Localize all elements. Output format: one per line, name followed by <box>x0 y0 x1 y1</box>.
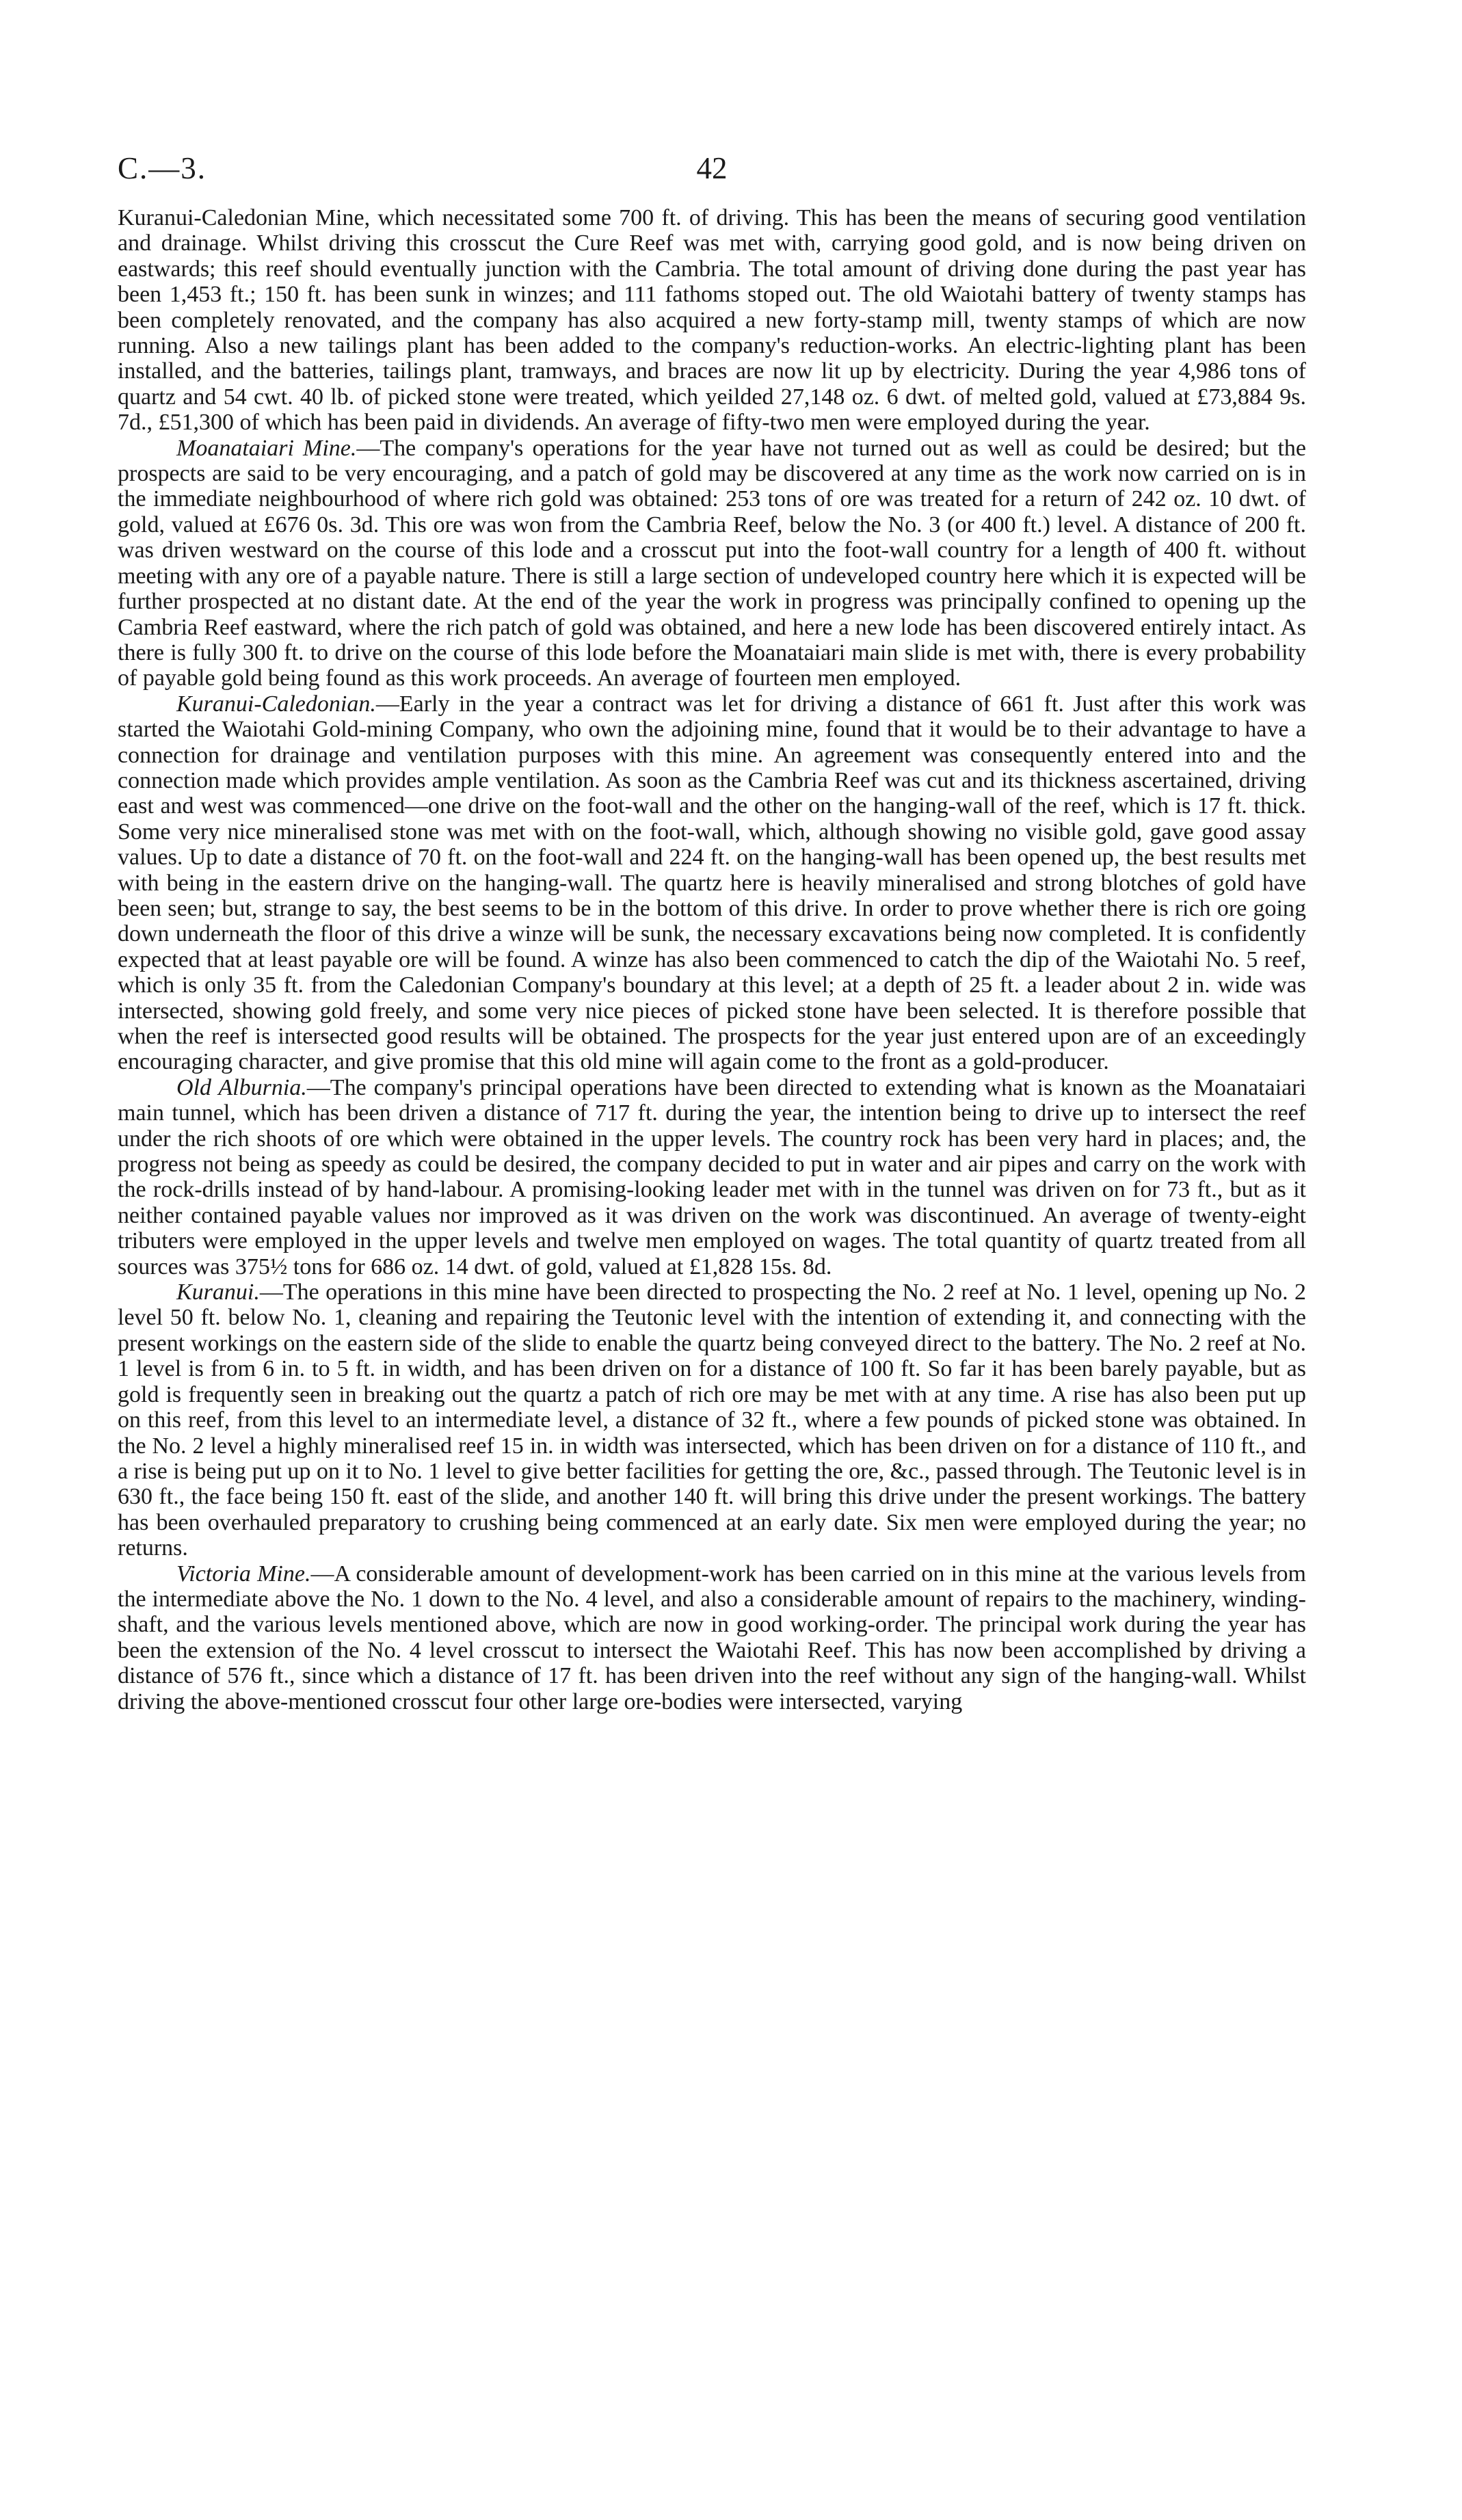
paragraph-text: —The company's operations for the year have not turned out as well as could be desired; but the prospects are said to be very encouraging, and a patch of gold may be discovered at any time as the work now carried on is in the immediate neighbourhood of where rich gold was obtained: 253 tons of ore was treated for a return of 242 oz. 10 dwt. of gold, valued at £676 0s. 3d. This ore was won from the Cambria Reef, below the No. 3 (or 400 ft.) level. A distance of 200 ft. was driven westward on the course of this lode and a crosscut put into the foot-wall country for a length of 400 ft. without meeting with any ore of a payable nature. There is still a large section of undeveloped country here which it is expected will be further prospected at no distant date. At the end of the year the work in progress was principally confined to opening up the Cambria Reef eastward, where the rich patch of gold was obtained, and here a new lode has been discovered entirely intact. As there is fully 300 ft. to drive on the course of this lode before the Moanataiari main slide is met with, there is every probability of payable gold being found as this work proceeds. An average of fourteen men employed. <box>118 435 1306 691</box>
series-reference: C.—3. <box>118 151 207 185</box>
section-title: Moanataiari Mine. <box>176 435 357 461</box>
paragraph-moanataiari <box>118 436 1306 691</box>
document-body <box>118 205 1306 1714</box>
paragraph-text: —Early in the year a contract was let for driving a distance of 661 ft. Just after this work was started the Waiotahi Gold-mining Company, who own the adjoining mine, found that it would be to their advantage to have a connection for drainage and ventilation purposes with this mine. An agreement was consequently entered into and the connection made which provides ample ventilation. As soon as the Cambria Reef was cut and its thickness ascertained, driving east and west was commenced—one drive on the foot-wall and the other on the hanging-wall of the reef, which is 17 ft. thick. Some very nice mineralised stone was met with on the foot-wall, which, although showing no visible gold, gave good assay values. Up to date a distance of 70 ft. on the foot-wall and 224 ft. on the hanging-wall has been opened up, the best results met with being in the eastern drive on the hanging-wall. The quartz here is heavily mineralised and strong blotches of gold have been seen; but, strange to say, the best seems to be in the bottom of this drive. In order to prove whether there is rich ore going down underneath the floor of this drive a winze will be sunk, the necessary excavations being now completed. It is confidently expected that at least payable ore will be found. A winze has also been commenced to catch the dip of the Waiotahi No. 5 reef, which is only 35 ft. from the Caledonian Company's boundary at this level; at a depth of 25 ft. a leader about 2 in. wide was intersected, showing gold freely, and some very nice pieces of picked stone have been selected. It is therefore possible that when the reef is intersected good results will be obtained. The prospects for the year just entered upon are of an exceedingly encouraging character, and give promise that this old mine will again come to the front as a gold-producer. <box>118 691 1306 1075</box>
page-header <box>118 150 1306 198</box>
paragraph-kuranui <box>118 1279 1306 1561</box>
paragraph-victoria-mine <box>118 1561 1306 1714</box>
paragraph-old-alburnia <box>118 1075 1306 1279</box>
paragraph-text: —The operations in this mine have been directed to prospecting the No. 2 reef at No. 1 level, opening up No. 2 level 50 ft. below No. 1, cleaning and repairing the Teutonic level with the intention of extending it, and connecting with the present workings on the eastern side of the slide to enable the quartz being conveyed direct to the battery. The No. 2 reef at No. 1 level is from 6 in. to 5 ft. in width, and has been driven on for a distance of 100 ft. So far it has been barely payable, but as gold is frequently seen in breaking out the quartz a patch of rich ore may be met with at any time. A rise has also been put up on this reef, from this level to an intermediate level, a distance of 32 ft., where a few pounds of picked stone was obtained. In the No. 2 level a highly mineralised reef 15 in. in width was intersected, which has been driven on for a distance of 110 ft., and a rise is being put up on it to No. 1 level to give better facilities for getting the ore, &c., passed through. The Teutonic level is in 630 ft., the face being 150 ft. east of the slide, and another 140 ft. will bring this drive under the present workings. The battery has been overhauled preparatory to crushing being commenced at an early date. Six men were employed during the year; no returns. <box>118 1279 1306 1561</box>
section-title: Victoria Mine. <box>176 1561 311 1587</box>
page-number: 42 <box>696 151 728 185</box>
section-title: Old Alburnia. <box>176 1074 307 1100</box>
paragraph-text: —A considerable amount of development-work has been carried on in this mine at the various levels from the intermediate above the No. 1 down to the No. 4 level, and also a considerable amount of repairs to the machinery, winding-shaft, and the various levels mentioned above, which are now in good working-order. The principal work during the year has been the extension of the No. 4 level crosscut to intersect the Waiotahi Reef. This has now been accomplished by driving a distance of 576 ft., since which a distance of 17 ft. has been driven into the reef without any sign of the hanging-wall. Whilst driving the above-mentioned crosscut four other large ore-bodies were intersected, varying <box>118 1561 1306 1714</box>
section-title: Kuranui. <box>176 1279 260 1305</box>
section-title: Kuranui-Caledonian. <box>176 691 376 717</box>
paragraph-kuranui-caledonian <box>118 691 1306 1075</box>
paragraph-text: —The company's principal operations have been directed to extending what is known as the Moanataiari main tunnel, which has been driven a distance of 717 ft. during the year, the intention being to drive up to intersect the reef under the rich shoots of ore which were obtained in the upper levels. The country rock has been very hard in places; and, the progress not being as speedy as could be desired, the company decided to put in water and air pipes and carry on the work with the rock-drills instead of by hand-labour. A promising-looking leader met with in the tunnel was driven on for 73 ft., but as it neither contained payable values nor improved as it was driven on the work was discontinued. An average of twenty-eight tributers were employed in the upper levels and twelve men employed on wages. The total quantity of quartz treated from all sources was 375½ tons for 686 oz. 14 dwt. of gold, valued at £1,828 15s. 8d. <box>118 1074 1307 1279</box>
paragraph-continuation <box>118 205 1306 436</box>
paragraph-text: Kuranui-Caledonian Mine, which necessitated some 700 ft. of driving. This has been the means of securing good ventilation and drainage. Whilst driving this crosscut the Cure Reef was met with, carrying good gold, and is now being driven on eastwards; this reef should eventually junction with the Cambria. The total amount of driving done during the past year has been 1,453 ft.; 150 ft. has been sunk in winzes; and 111 fathoms stoped out. The old Waiotahi battery of twenty stamps has been completely renovated, and the company has also acquired a new forty-stamp mill, twenty stamps of which are now running. Also a new tailings plant has been added to the company's reduction-works. An electric-lighting plant has been installed, and the batteries, tailings plant, tramways, and braces are now lit up by electricity. During the year 4,986 tons of quartz and 54 cwt. 40 lb. of picked stone were treated, which yeilded 27,148 oz. 6 dwt. of melted gold, valued at £73,884 9s. 7d., £51,300 of which has been paid in dividends. An average of fifty-two men were employed during the year. <box>118 205 1306 436</box>
